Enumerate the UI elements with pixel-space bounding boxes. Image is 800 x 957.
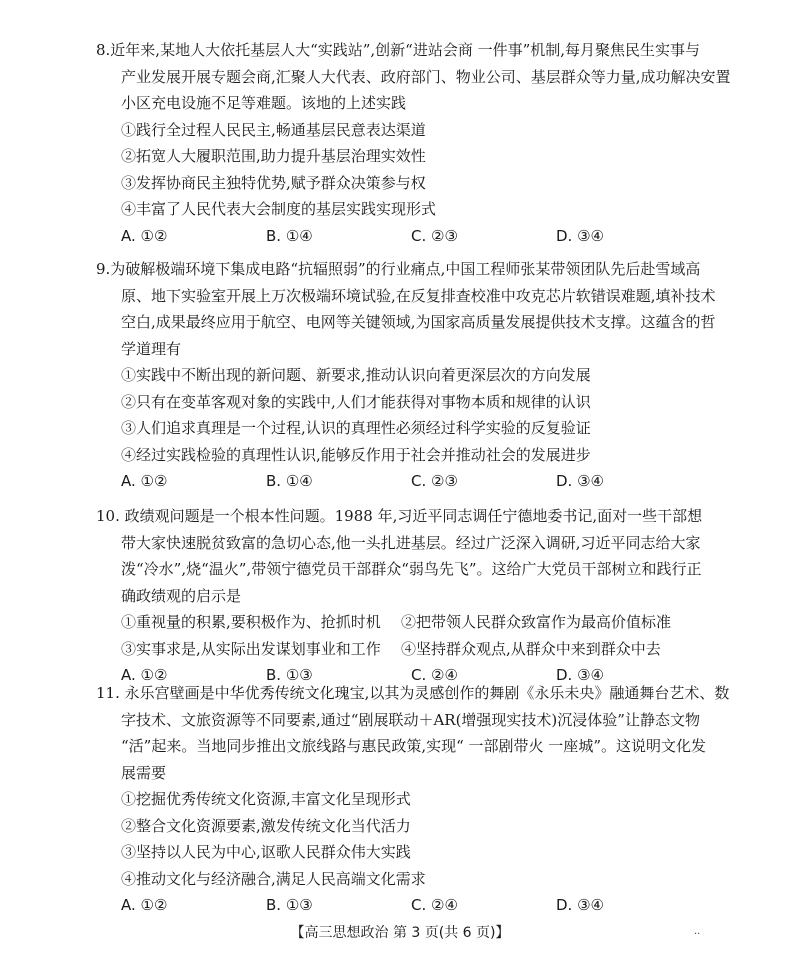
statement: ②只有在变革客观对象的实践中,人们才能获得对事物本质和规律的认识: [121, 392, 591, 411]
answer-option-d: D. ③④: [556, 226, 604, 245]
statement: ②拓宽人大履职范围,助力提升基层治理实效性: [121, 147, 426, 165]
answer-option-a: A. ①②: [121, 666, 168, 684]
statement: ③坚持以人民为中心,讴歌人民群众伟大实践: [121, 843, 411, 861]
statement: ②把带领人民群众致富作为最高价值标准: [401, 613, 672, 631]
question-8: [96, 37, 736, 249]
question-stem: 9.为破解极端环境下集成电路“抗辐照弱”的行业痛点,中国工程师张某带领团队先后赴雪域高: [96, 260, 701, 278]
question-stem: 展需要: [121, 763, 167, 782]
statement: ②整合文化资源要素,激发传统文化当代活力: [121, 816, 411, 835]
question-stem: 空白,成果最终应用于航空、电网等关键领域,为国家高质量发展提供技术支撑。这蕴含的哲: [121, 313, 716, 331]
question-stem: 10. 政绩观问题是一个根本性问题。1988 年,习近平同志调任宁德地委书记,面对一些干部想: [96, 507, 703, 525]
answer-option-a: A. ①②: [121, 226, 168, 245]
answer-option-d: D. ③④: [556, 472, 604, 490]
question-stem: 原、地下实验室开展上万次极端环境试验,在反复排查校准中攻克芯片软错误难题,填补技术: [121, 286, 716, 305]
answer-option-c: C. ②③: [411, 472, 458, 490]
statement: ④丰富了人民代表大会制度的基层实践实现形式: [121, 200, 437, 218]
statement: ③发挥协商民主独特优势,赋予群众决策参与权: [121, 173, 426, 192]
question-stem: 11. 永乐宫壁画是中华优秀传统文化瑰宝,以其为灵感创作的舞剧《永乐未央》融通舞台艺术、数: [96, 684, 730, 702]
question-stem: 8.近年来,某地人大依托基层人大“实践站”,创新“进站会商 一件事”机制,每月聚焦民生实事与: [96, 41, 701, 59]
question-10: [96, 503, 736, 689]
answer-option-b: B. ①③: [266, 896, 313, 914]
answer-option-b: B. ①③: [266, 666, 313, 684]
statement-row: [96, 609, 736, 636]
statement: ③人们追求真理是一个过程,认识的真理性必须经过科学实验的反复验证: [121, 419, 591, 437]
statement: ①实践中不断出现的新问题、新要求,推动认识向着更深层次的方向发展: [121, 366, 591, 384]
question-stem: 小区充电设施不足等难题。该地的上述实践: [121, 94, 407, 112]
statement: ①挖掘优秀传统文化资源,丰富文化呈现形式: [121, 790, 411, 808]
question-9: [96, 256, 736, 495]
answer-option-b: B. ①④: [266, 226, 313, 245]
question-stem: “活”起来。当地同步推出文旅线路与惠民政策,实现“ 一部剧带火 一座城”。这说明文化发: [121, 737, 706, 755]
question-stem: 学道理有: [121, 339, 182, 358]
statement: ③实事求是,从实际出发谋划事业和工作: [121, 639, 381, 658]
answer-option-c: C. ②④: [411, 666, 458, 684]
statement: ④经过实践检验的真理性认识,能够反作用于社会并推动社会的发展进步: [121, 445, 591, 464]
question-stem: 泼“冷水”,烧“温火”,带领宁德党员干部群众“弱鸟先飞”。这给广大党员干部树立和践行正: [121, 560, 702, 578]
page-footer: 【高三思想政治 第 3 页(共 6 页)】: [290, 925, 510, 941]
statement: ①重视量的积累,要积极作为、抢抓时机: [121, 613, 381, 631]
answer-option-c: C. ②③: [411, 226, 458, 245]
answer-option-d: D. ③④: [556, 896, 604, 914]
question-11: [96, 680, 736, 919]
question-stem: 产业发展开展专题会商,汇聚人大代表、政府部门、物业公司、基层群众等力量,成功解决安置: [121, 67, 731, 86]
answer-option-c: C. ②④: [411, 896, 458, 914]
corner-mark: ··: [694, 929, 701, 940]
answer-option-b: B. ①④: [266, 472, 313, 490]
question-stem: 带大家快速脱贫致富的急切心态,他一头扎进基层。经过广泛深入调研,习近平同志给大家: [121, 533, 701, 552]
statement: ④坚持群众观点,从群众中来到群众中去: [401, 639, 661, 658]
answer-option-a: A. ①②: [121, 472, 168, 490]
question-stem: 字技术、文旅资源等不同要素,通过“剧展联动＋AR(增强现实技术)沉浸体验”让静态文物: [121, 710, 700, 729]
statement: ①践行全过程人民民主,畅通基层民意表达渠道: [121, 120, 426, 139]
answer-options: [96, 223, 736, 250]
statement: ④推动文化与经济融合,满足人民高端文化需求: [121, 869, 426, 888]
question-stem: 确政绩观的启示是: [121, 586, 242, 605]
statement-row: [96, 636, 736, 663]
answer-option-a: A. ①②: [121, 896, 168, 914]
answer-options: [96, 892, 736, 919]
answer-option-d: D. ③④: [556, 666, 604, 684]
answer-options: [96, 468, 736, 495]
